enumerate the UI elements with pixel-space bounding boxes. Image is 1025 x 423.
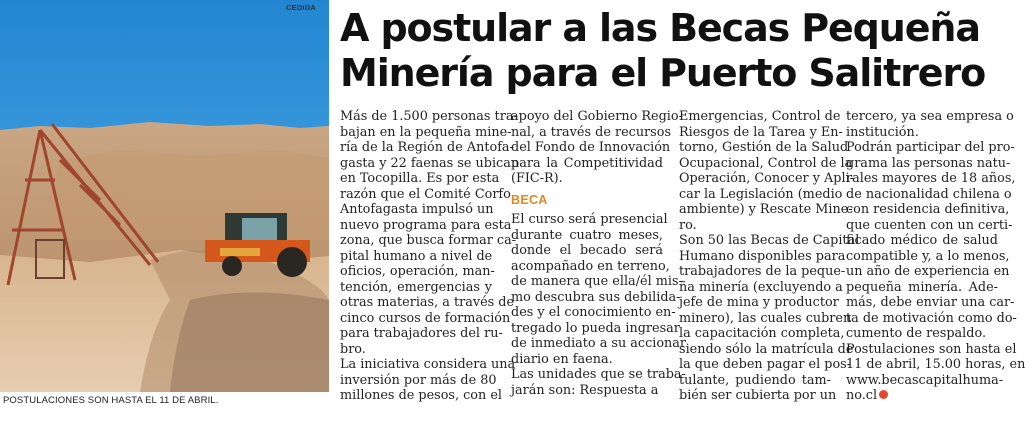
end-of-article-icon xyxy=(879,390,888,399)
headline-line-2: Minería para el Puerto Salitrero xyxy=(340,51,986,95)
text-line: institución. xyxy=(846,124,919,140)
text-line: Humano disponibles para xyxy=(679,248,846,264)
text-line: de inmediato a su accionar xyxy=(511,336,687,351)
text-line: torno, Gestión de la Salud xyxy=(679,140,849,155)
text-line: 11 de abril, 15.00 horas, en xyxy=(846,357,1025,372)
text-line: minero), las cuales cubren xyxy=(679,310,852,326)
text-line: para trabajadores del ru- xyxy=(340,326,503,341)
text-line: gasta y 22 faenas se ubican xyxy=(340,155,520,171)
text-line: tercero, ya sea empresa o xyxy=(846,109,1014,124)
text-line: acompañado en terreno, xyxy=(511,258,670,274)
text-line: donde el becado será xyxy=(511,243,663,258)
text-line: de manera que ella/él mis- xyxy=(511,274,683,289)
text-line: diario en faena. xyxy=(511,351,613,367)
text-line: ña minería (excluyendo a xyxy=(679,279,843,295)
text-line: Emergencias, Control de xyxy=(679,109,841,124)
text-line: www.becascapitalhuma- xyxy=(846,372,1004,388)
text-line: cumento de respaldo. xyxy=(846,326,987,341)
text-line: que cuenten con un certi- xyxy=(846,217,1013,233)
text-line: millones de pesos, con el xyxy=(340,388,502,403)
text-line: oficios, operación, man- xyxy=(340,264,495,279)
article-photo xyxy=(0,0,329,392)
text-line: jefe de mina y productor xyxy=(679,295,839,310)
paragraph xyxy=(846,341,1025,404)
text-line: pital humano a nivel de xyxy=(340,248,493,264)
text-line: Postulaciones son hasta el xyxy=(846,341,1017,357)
text-line: inversión por más de 80 xyxy=(340,372,497,388)
text-line: mo descubra sus debilida- xyxy=(511,289,681,305)
text-line: siendo sólo la matrícula de xyxy=(679,341,854,357)
text-line: ría de la Región de Antofa- xyxy=(340,140,514,155)
photo-credit: CEDIDA xyxy=(286,3,316,12)
text-line: un año de experiencia en xyxy=(846,264,1010,279)
text-line: del Fondo de Innovación xyxy=(511,140,671,155)
text-line: (FIC-R). xyxy=(511,171,563,186)
text-line: razón que el Comité Corfo xyxy=(340,186,511,202)
text-line: grama las personas natu- xyxy=(846,155,1011,171)
text-line: Ocupacional, Control de la xyxy=(679,155,853,171)
text-line: Operación, Conocer y Apli- xyxy=(679,171,854,186)
text-line: nal, a través de recursos xyxy=(511,124,672,140)
text-line: Son 50 las Becas de Capital xyxy=(679,233,860,248)
text-line: bién ser cubierta por un xyxy=(679,388,837,403)
body-column-2 xyxy=(511,109,687,398)
text-line: Más de 1.500 personas tra- xyxy=(340,109,518,124)
text-line: zona, que busca formar ca- xyxy=(340,233,517,248)
paragraph xyxy=(340,357,516,404)
text-line: car la Legislación (medio xyxy=(679,186,843,202)
text-line: durante cuatro meses, xyxy=(511,227,663,243)
text-line: rales mayores de 18 años, xyxy=(846,171,1016,186)
body-column-4 xyxy=(846,109,1025,404)
text-line: cinco cursos de formación xyxy=(340,310,511,326)
text-line: la que deben pagar el pos- xyxy=(679,357,852,372)
paragraph xyxy=(679,233,860,404)
paragraph xyxy=(846,140,1017,342)
text-line: apoyo del Gobierno Regio- xyxy=(511,109,683,124)
text-line: la capacitación completa, xyxy=(679,326,845,341)
mining-site-image xyxy=(0,0,329,392)
text-line: para la Competitividad xyxy=(511,155,663,171)
paragraph xyxy=(846,109,1014,140)
text-line: tregado lo pueda ingresar xyxy=(511,320,680,336)
text-line: Riesgos de la Tarea y En- xyxy=(679,124,843,140)
text-line: La iniciativa considera una xyxy=(340,357,516,372)
paragraph xyxy=(511,212,687,367)
text-line: de nacionalidad chilena o xyxy=(846,186,1012,202)
text-line: trabajadores de la peque- xyxy=(679,264,846,279)
text-line: El curso será presencial xyxy=(511,212,668,227)
section-subhead: BECA xyxy=(511,192,548,207)
text-line: pequeña minería. Ade- xyxy=(846,279,998,295)
photo-caption: POSTULACIONES SON HASTA EL 11 DE ABRIL. xyxy=(3,395,219,406)
text-line: con residencia definitiva, xyxy=(846,202,1010,217)
paragraph xyxy=(679,109,854,233)
text-line: ro. xyxy=(679,217,697,233)
text-line: no.cl xyxy=(846,388,878,403)
text-line: des y el conocimiento en- xyxy=(511,305,676,320)
text-line: bajan en la pequeña mine- xyxy=(340,124,512,140)
text-line: más, debe enviar una car- xyxy=(846,295,1015,310)
text-line: bro. xyxy=(340,341,366,357)
article-headline xyxy=(340,6,996,96)
text-line: ficado médico de salud xyxy=(846,233,998,248)
body-column-1 xyxy=(340,109,520,404)
text-line: Las unidades que se traba- xyxy=(511,367,686,382)
text-line: nuevo programa para esta xyxy=(340,217,512,233)
text-line: jarán son: Respuesta a xyxy=(511,382,659,398)
body-column-3 xyxy=(679,109,860,404)
text-line: Antofagasta impulsó un xyxy=(340,202,494,217)
text-line: otras materias, a través de xyxy=(340,295,515,310)
text-line: compatible y, a lo menos, xyxy=(846,248,1010,264)
text-line: Podrán participar del pro- xyxy=(846,140,1015,155)
headline-line-1: A postular a las Becas Pequeña xyxy=(340,6,980,50)
text-line: tención, emergencias y xyxy=(340,279,492,295)
text-line: ambiente) y Rescate Mine- xyxy=(679,202,853,217)
text-line: en Tocopilla. Es por esta xyxy=(340,171,500,186)
text-line: ta de motivación como do- xyxy=(846,310,1017,326)
paragraph xyxy=(511,109,683,187)
paragraph xyxy=(511,367,686,398)
paragraph xyxy=(340,109,520,357)
text-line: tulante, pudiendo tam- xyxy=(679,372,831,388)
